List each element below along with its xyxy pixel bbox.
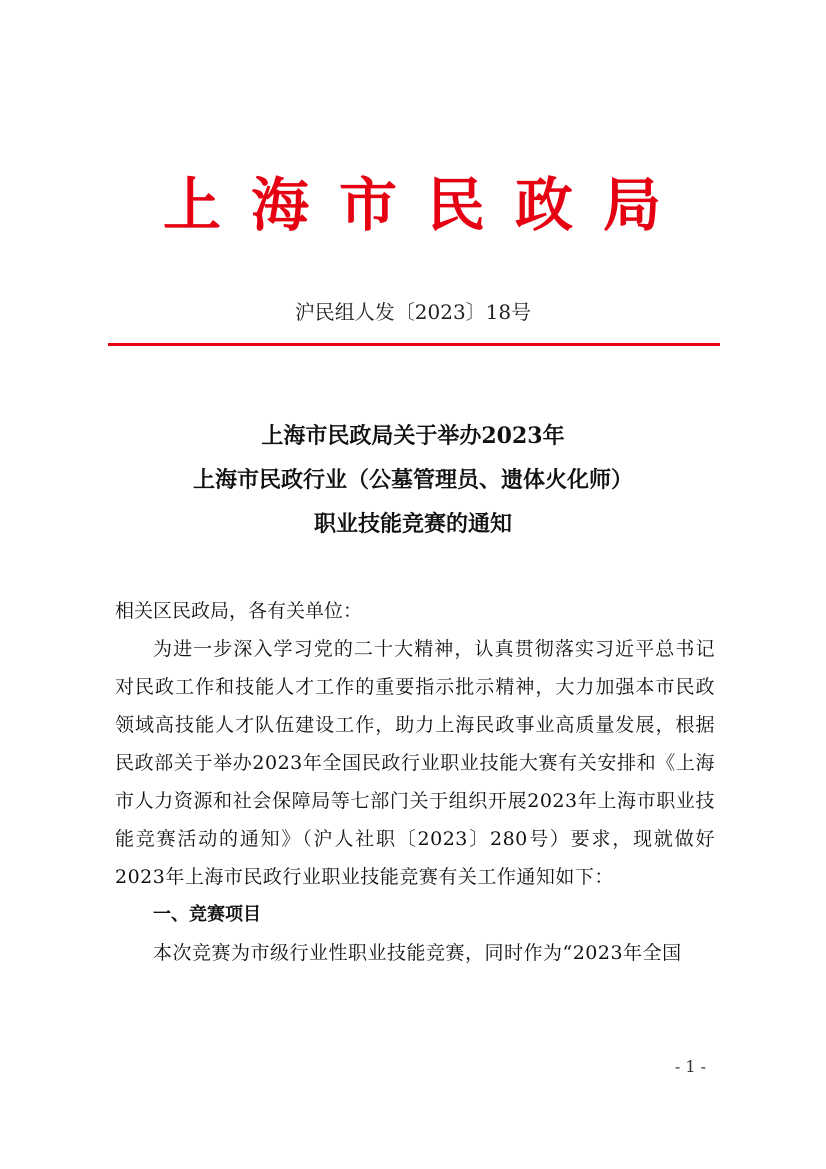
body-paragraph-1: 为进一步深入学习党的二十大精神，认真贯彻落实习近平总书记对民政工作和技能人才工作的重要指示批示精神，大力加强本市民政领域高技能人才队伍建设工作，助力上海民政事业高质量发展，根据民政部关于举办2023年全国民政行业职业技能大赛有关安排和《上海市人力资源和社会保障局等七部门关于组织开展2023年上海市职业技能竞赛活动的通知》（沪人社职〔2023〕280号）要求，现就做好2023年上海市民政行业职业技能竞赛有关工作通知如下： xyxy=(115,638,715,888)
document-number: 沪民组人发〔2023〕18号 xyxy=(294,300,532,324)
page-number: - 1 - xyxy=(674,1057,706,1076)
salutation: 相关区民政局，各有关单位： xyxy=(115,600,363,622)
body-paragraph-2: 本次竞赛为市级行业性职业技能竞赛，同时作为“2023年全国 xyxy=(153,942,682,964)
notice-title-line-3: 职业技能竞赛的通知 xyxy=(313,511,512,537)
notice-body xyxy=(115,592,715,972)
notice-title-line-2: 上海市民政行业（公墓管理员、遗体火化师） xyxy=(192,467,633,493)
section-heading-1: 一、竞赛项目 xyxy=(153,904,261,925)
issuing-authority-title: 上海市民政局 xyxy=(162,171,691,239)
notice-title-line-1: 上海市民政局关于举办2023年 xyxy=(261,423,565,449)
notice-title xyxy=(0,414,826,546)
red-divider-line xyxy=(108,343,720,346)
